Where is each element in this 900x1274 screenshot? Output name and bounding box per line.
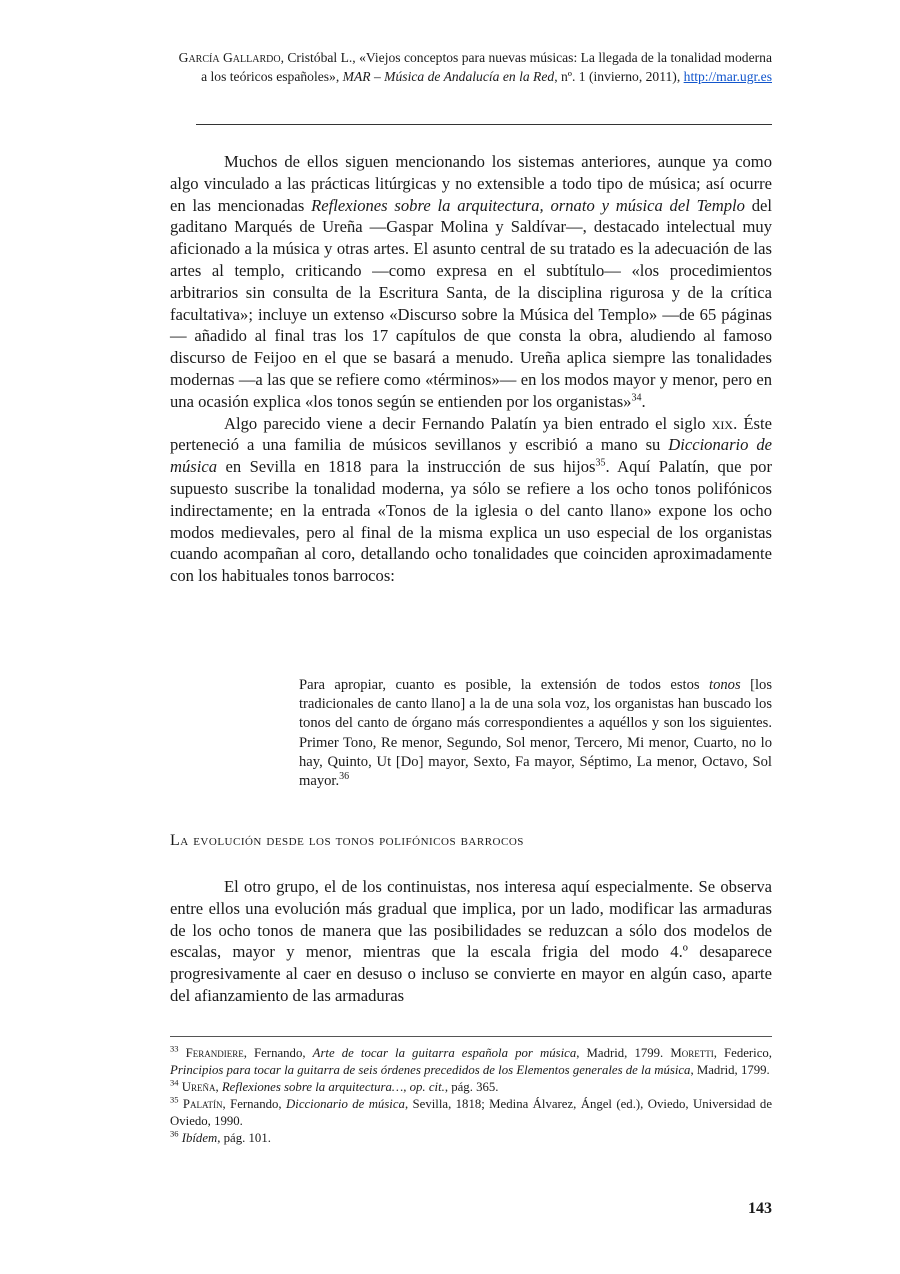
- footnote-35: [170, 1096, 772, 1130]
- main-text: [170, 151, 772, 587]
- section-heading: La evolución desde los tonos polifónicos barrocos: [170, 832, 524, 849]
- header-issue: , nº. 1 (invierno, 2011),: [554, 69, 684, 84]
- footnote-divider: [170, 1036, 772, 1037]
- footnote-text: , Sevilla, 1818; Medina Álvarez, Ángel (ed.), Oviedo, Universidad de Oviedo, 1990.: [170, 1097, 772, 1128]
- header-journal: MAR – Música de Andalucía en la Red: [342, 69, 555, 84]
- paragraph-1-title: Reflexiones sobre la arquitectura, ornato y música del Templo: [311, 195, 745, 215]
- footnote-title: Ibídem: [181, 1131, 218, 1145]
- paragraph-1-text-b: del gaditano Marqués de Ureña —Gaspar Molina y Saldívar—, destacado intelectual muy aficionado a la música y otras artes. El asunto central de su tratado es la adecuación de las artes al templo, criticando —como expresa en el subtítulo— «los procedimientos arbitrarios sin consulta de la Escritura Santa, de la disciplina rigurosa y de la crítica facultativa»; incluye un extenso «Discurso sobre la Música del Templo» —de 65 páginas— añadido al final tras los 17 capítulos de que consta la obra, aludiendo al famoso discurso de Feijoo en el que se basará a menudo. Ureña aplica siempre las tonalidades modernas —a las que se refiere como «términos»— en los modos mayor y menor, pero en una ocasión explica «los tonos según se entienden por los organistas»: [170, 195, 772, 411]
- footnote-text: , Fernando,: [243, 1046, 313, 1060]
- paragraph-1-text-a: Muchos de ellos siguen mencionando los sistemas anteriores, aunque ya como algo vinculado a las prácticas litúrgicas y no extensible a todo tipo de música; así ocurre en las mencionadas: [170, 152, 772, 215]
- footnote-ref-35[interactable]: 35: [595, 457, 606, 469]
- quote-text-a: Para apropiar, cuanto es posible, la extensión de todos estos: [299, 677, 710, 693]
- paragraph-2-text-d: . Aquí Palatín, que por supuesto suscribe la tonalidad moderna, ya sólo se refiere a los ocho tonos polifónicos indirectamente; en la entrada «Tonos de la iglesia o del canto llano» expone los ocho modos medievales, pero al final de la misma explica un uso especial de los organistas cuando acompañan al coro, detallando ocho tonalidades que coinciden aproximadamente con los habituales tonos barrocos:: [170, 457, 772, 586]
- main-text-continued: [170, 876, 772, 1007]
- footnote-text: , Madrid, 1799.: [576, 1046, 671, 1060]
- block-quote: [299, 676, 772, 791]
- footnote-text: , Federico,: [713, 1046, 772, 1060]
- footnote-ref-36[interactable]: 36: [339, 771, 350, 783]
- footnote-number: 33: [170, 1043, 179, 1054]
- footnote-author: Ureña: [181, 1080, 216, 1094]
- quote-italic: tonos: [709, 677, 741, 693]
- paragraph-2-title: Diccionario de música: [170, 435, 772, 477]
- header-divider: [196, 124, 772, 125]
- footnote-title: Arte de tocar la guitarra española por música: [312, 1046, 577, 1060]
- footnote-text: , pág. 101.: [217, 1131, 271, 1145]
- footnote-text: ,: [215, 1080, 222, 1094]
- paragraph-2-text-c: en Sevilla en 1818 para la instrucción de sus hijos: [217, 457, 596, 477]
- footnote-author: Moretti: [670, 1046, 714, 1060]
- footnote-text: , pág. 365.: [444, 1080, 499, 1094]
- footnote-text: , Madrid, 1799.: [690, 1063, 770, 1077]
- footnote-author: Ferandiere: [185, 1046, 244, 1060]
- footnote-33: [170, 1045, 772, 1079]
- paragraph-2-text-b: . Éste perteneció a una familia de músicos sevillanos y escribió a mano su: [170, 413, 772, 455]
- paragraph-2: [170, 413, 772, 587]
- footnote-title: Reflexiones sobre la arquitectura…, op. cit.: [221, 1080, 445, 1094]
- header-url-link[interactable]: http://mar.ugr.es: [683, 69, 772, 84]
- footnote-author: Palatín: [182, 1097, 223, 1111]
- paragraph-3: El otro grupo, el de los continuistas, nos interesa aquí especialmente. Se observa entre ellos una evolución más gradual que implica, por un lado, modificar las armaduras de los ocho tonos de manera que las posibilidades se reduzcan a sólo dos modelos de escalas, mayor y menor, mientras que la escala frigia del modo 4.º desaparece progresivamente al caer en desuso o incluso se convierte en mayor en algún caso, aparte del afianzamiento de las armaduras: [170, 877, 772, 1005]
- quote-text-b: [los tradicionales de canto llano] a la de una sola voz, los organistas han buscado los tonos del canto de órgano más correspondientes a aquéllos y son los siguientes. Primer Tono, Re menor, Segundo, Sol menor, Tercero, Mi menor, Cuarto, no lo hay, Quinto, Ut [Do] mayor, Sexto, Fa mayor, Séptimo, La menor, Octavo, Sol mayor.: [299, 677, 772, 790]
- footnotes: [170, 1045, 772, 1147]
- footnote-text: , Fernando,: [222, 1097, 287, 1111]
- footnote-number: 35: [170, 1094, 179, 1105]
- footnote-36: [170, 1130, 772, 1147]
- paragraph-2-text-a: Algo parecido viene a decir Fernando Palatín ya bien entrado el siglo: [224, 413, 712, 433]
- paragraph-1: [170, 151, 772, 413]
- footnote-number: 34: [170, 1077, 179, 1088]
- paragraph-1-text-c: .: [641, 391, 646, 411]
- header-author: García Gallardo: [178, 50, 281, 65]
- century-numeral: xix: [711, 413, 734, 433]
- page-number: 143: [748, 1200, 772, 1217]
- footnote-34: [170, 1079, 772, 1096]
- footnote-title: Diccionario de música: [286, 1097, 405, 1111]
- footnote-ref-34[interactable]: 34: [631, 392, 642, 404]
- footnote-number: 36: [170, 1128, 179, 1139]
- header-citation: , Cristóbal L., «Viejos conceptos para nuevas músicas: La llegada de la tonalidad moderna a los teóricos españoles»,: [201, 50, 772, 84]
- running-header: [170, 48, 772, 86]
- footnote-title: Principios para tocar la guitarra de seis órdenes precedidos de los Elementos generales de la música: [170, 1063, 691, 1077]
